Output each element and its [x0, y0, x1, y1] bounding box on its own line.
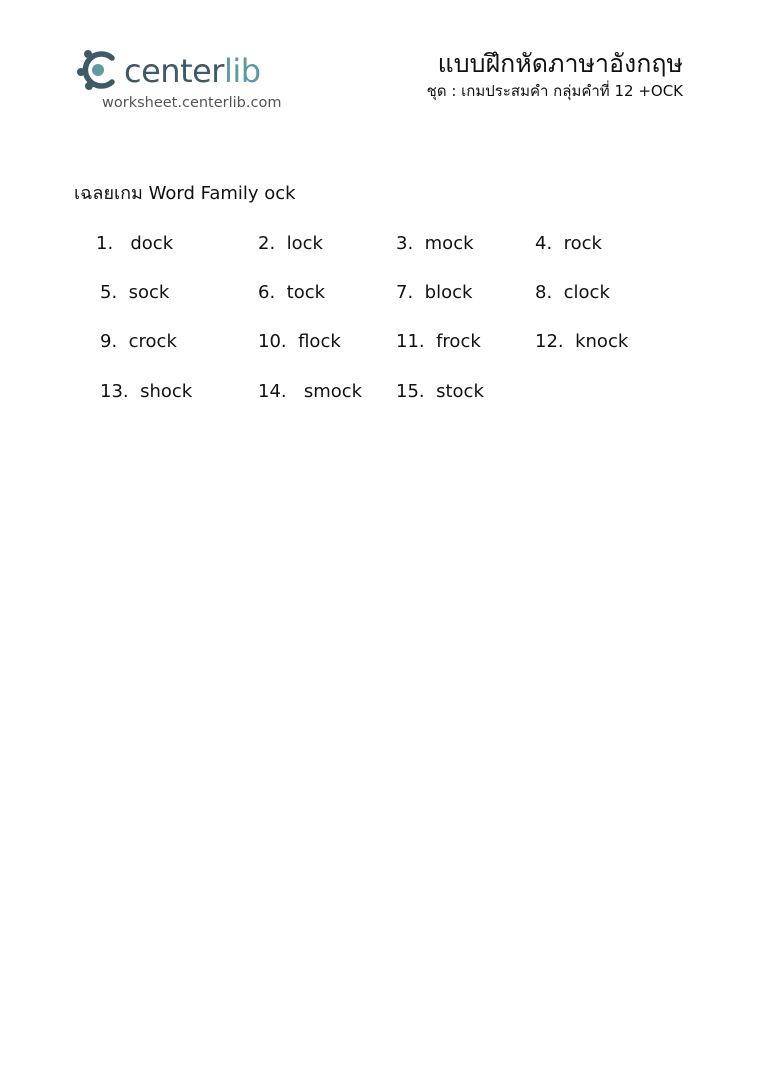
answer-item-13: [100, 380, 192, 404]
answer-word: flock: [298, 331, 341, 352]
answer-word: stock: [436, 381, 484, 402]
answer-item-5: [100, 281, 169, 305]
answer-number: 15.: [396, 381, 425, 402]
answer-number: 6.: [258, 282, 276, 303]
answer-item-8: [535, 281, 610, 305]
answer-word: smock: [303, 381, 363, 402]
logo-wordmark-main: center: [124, 52, 224, 90]
answer-word: shock: [140, 381, 193, 402]
answer-word: clock: [563, 282, 610, 303]
answer-key-heading: เฉลยเกม Word Family ock: [74, 183, 296, 204]
answer-word: sock: [128, 282, 170, 303]
answer-number: 14.: [258, 381, 287, 402]
answer-number: 10.: [258, 331, 287, 352]
answer-number: 3.: [396, 233, 414, 254]
answer-item-9: [100, 330, 177, 354]
answer-word: lock: [286, 233, 323, 254]
answer-item-11: [396, 330, 481, 354]
answer-number: 2.: [258, 233, 276, 254]
answer-item-4: [535, 232, 602, 256]
answer-number: 5.: [100, 282, 118, 303]
answer-word: dock: [130, 233, 174, 254]
answer-number: 7.: [396, 282, 414, 303]
answer-item-10: [258, 330, 341, 354]
worksheet-subtitle: ชุด : เกมประสมคำ กลุ่มคำที่ 12 +OCK: [426, 82, 683, 100]
answer-item-6: [258, 281, 325, 305]
logo-url: worksheet.centerlib.com: [102, 95, 282, 111]
answer-number: 4.: [535, 233, 553, 254]
answer-number: 1.: [96, 233, 114, 254]
logo-wordmark: [124, 46, 261, 96]
answer-item-3: [396, 232, 474, 256]
answer-item-12: [535, 330, 628, 354]
answer-number: 12.: [535, 331, 564, 352]
answer-item-7: [396, 281, 472, 305]
answer-number: 8.: [535, 282, 553, 303]
centerlib-logo-icon: [76, 48, 120, 92]
answer-item-15: [396, 380, 484, 404]
answer-word: mock: [424, 233, 474, 254]
answer-number: 13.: [100, 381, 129, 402]
answer-item-14: [258, 380, 362, 404]
answer-word: frock: [436, 331, 481, 352]
answer-item-2: [258, 232, 323, 256]
answer-number: 11.: [396, 331, 425, 352]
answer-word: knock: [575, 331, 629, 352]
answer-number: 9.: [100, 331, 118, 352]
centerlib-logo: [76, 46, 291, 116]
answer-word: rock: [563, 233, 602, 254]
logo-wordmark-accent: lib: [223, 52, 261, 90]
answer-word: crock: [128, 331, 177, 352]
worksheet-title: แบบฝึกหัดภาษาอังกฤษ: [437, 49, 683, 78]
answer-item-1: [96, 232, 173, 256]
answer-word: block: [424, 282, 473, 303]
answer-word: tock: [286, 282, 326, 303]
